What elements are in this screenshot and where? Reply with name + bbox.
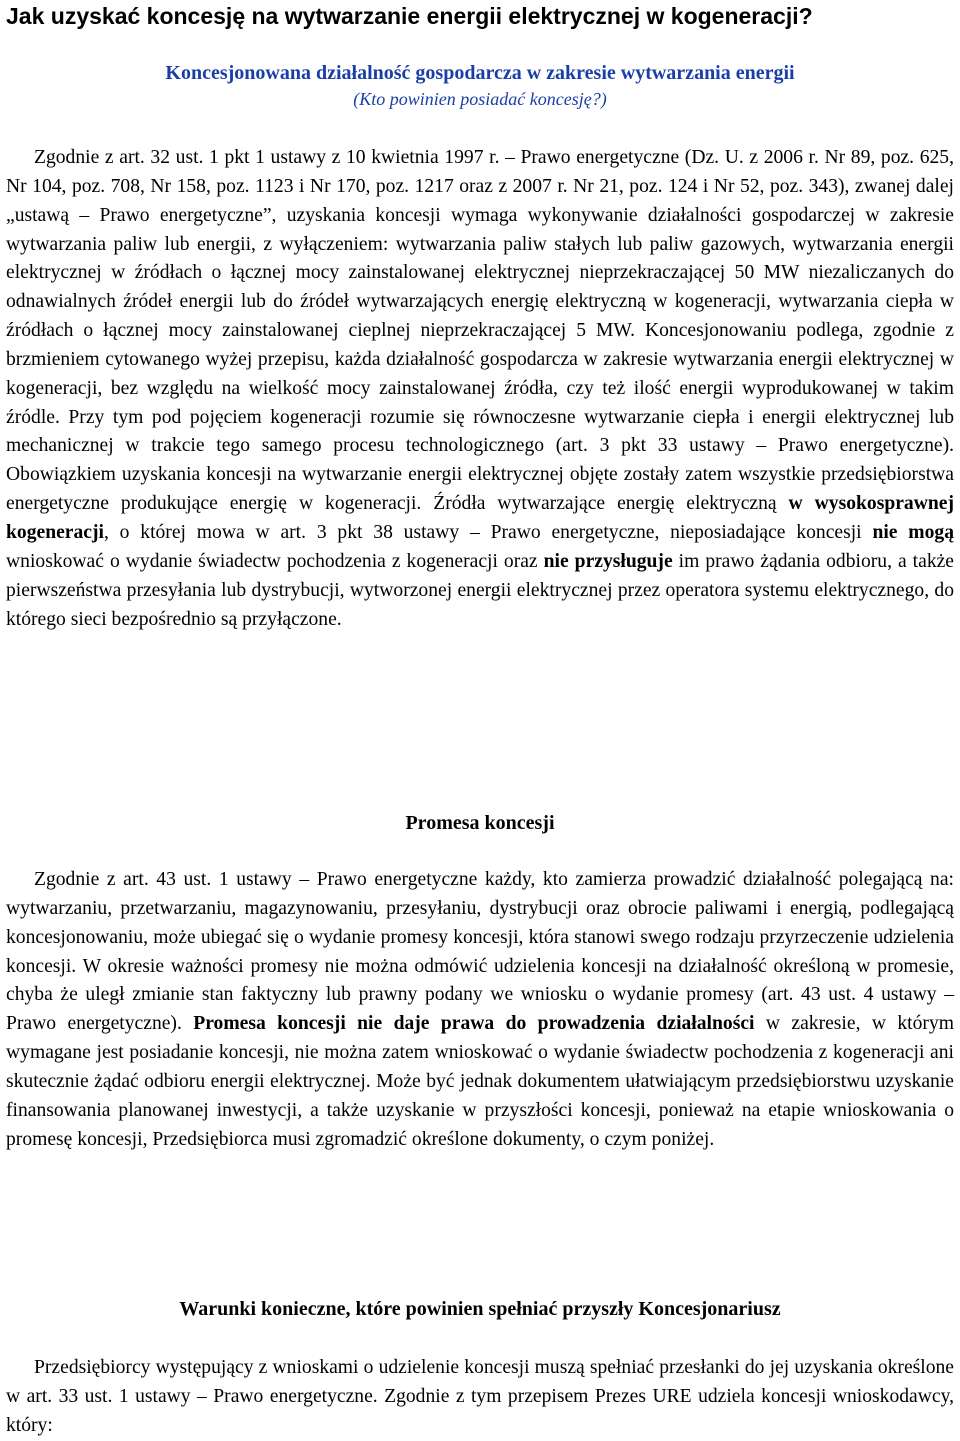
paragraph-text: im prawo żądania odbioru, a także pierwszeństwa przesyłania lub dystrybucji, wytworzonej energii elektrycznej przez operatora systemu elektrycznego, do którego sieci bezpośrednio są przyłączone.	[6, 550, 955, 630]
paragraph-text: Zgodnie z art. 32 ust. 1 pkt 1 ustawy z 10 kwietnia 1997 r. – Prawo energetyczne (Dz. U. z 2006 r. Nr 89, poz. 625, Nr 104, poz. 708, Nr 158, poz. 1123 i Nr 170, poz. 1217 oraz z 2007 r. Nr 21, poz. 124 i Nr 52, poz. 343), zwanej dalej „ustawą – Prawo energetyczne”, uzyskania koncesji wymaga wykonywanie działalności gospodarczej w zakresie wytwarzania paliw lub energii, z wyłączeniem: wytwarzania paliw stałych lub paliw gazowych, wytwarzania energii elektrycznej w źródłach o łącznej mocy zainstalowanej elektrycznej nieprzekraczającej 50 MW niezaliczanych do odnawialnych źródeł energii lub do źródeł wytwarzających energię elektryczną w kogeneracji, wytwarzania ciepła w źródłach o łącznej mocy zainstalowanej cieplnej nieprzekraczającej 5 MW. Koncesjonowaniu podlega, zgodnie z brzmieniem cytowanego wyżej przepisu, każda działalność gospodarcza w zakresie wytwarzania energii elektrycznej w kogeneracji, bez względu na wielkość mocy zainstalowanej źródła, czy też ilość energii wyprodukowanej w takim źródle. Przy tym pod pojęciem kogeneracji rozumie się równoczesne wytwarzanie ciepła i energii elektrycznej lub mechanicznej w trakcie tego samego procesu technologicznego (art. 3 pkt 33 ustawy – Prawo energetyczne). Obowiązkiem uzyskania koncesji na wytwarzanie energii elektrycznej objęte zostały zatem wszystkie przedsiębiorstwa energetyczne produkujące energię w kogeneracji. Źródła wytwarzające energię elektryczną	[6, 147, 954, 515]
paragraph-text: Przedsiębiorcy występujący z wnioskami o udzielenie koncesji muszą spełniać przesłanki do jej uzyskania określone w art. 33 ust. 1 ustawy – Prawo energetyczne. Zgodnie z tym przepisem Prezes URE udziela koncesji wnioskodawcy, który:	[6, 1357, 954, 1436]
section-subheading-who-needs-concession: (Kto powinien posiadać koncesję?)	[353, 89, 607, 109]
bold-text-high-efficiency: w wysokosprawnej kogeneracji	[6, 493, 954, 543]
paragraph-text: wnioskować o wydanie świadectw pochodzenia z kogeneracji oraz	[6, 550, 544, 572]
section-heading-conditions: Warunki konieczne, które powinien spełniać przyszły Koncesjonariusz	[179, 1298, 781, 1320]
bold-text-promesa-no-right: Promesa koncesji nie daje prawa do prowadzenia działalności	[193, 1013, 755, 1035]
bold-text-cannot: nie mogą	[872, 521, 954, 543]
paragraph-concession-requirement	[6, 144, 954, 634]
paragraph-text: w zakresie, w którym wymagane jest posiadanie koncesji, nie można zatem wnioskować o wydanie świadectw pochodzenia z kogeneracji ani skutecznie żądać odbioru energii elektrycznej. Może być jednak dokumentem ułatwiającym przedsiębiorstwu uzyskanie finansowania planowanej inwestycji, a także uzyskanie w przyszłości koncesji, ponieważ na etapie wnioskowania o promesę koncesji, Przedsiębiorca musi zgromadzić określone dokumenty, o czym poniżej.	[6, 1013, 954, 1150]
section-heading-concession-activity: Koncesjonowana działalność gospodarcza w zakresie wytwarzania energii	[165, 62, 795, 84]
document-title: Jak uzyskać koncesję na wytwarzanie energii elektrycznej w kogeneracji?	[6, 3, 813, 29]
bold-text-not-entitled: nie przysługuje	[543, 550, 673, 572]
paragraph-text: Zgodnie z art. 43 ust. 1 ustawy – Prawo energetyczne każdy, kto zamierza prowadzić działalność polegającą na: wytwarzaniu, przetwarzaniu, magazynowaniu, przesyłaniu, dystrybucji oraz obrocie paliwami i energią, podlegającą koncesjonowaniu, może ubiegać się o wydanie promesy koncesji, która stanowi swego rodzaju przyrzeczenie udzielenia koncesji. W okresie ważności promesy nie można odmówić udzielenia koncesji na działalność określoną w promesie, chyba że uległ zmianie stan faktyczny lub prawny podany we wniosku o wydanie promesy (art. 43 ust. 4 ustawy – Prawo energetyczne).	[6, 869, 954, 1035]
paragraph-promesa	[6, 866, 954, 1154]
paragraph-text: , o której mowa w art. 3 pkt 38 ustawy – Prawo energetyczne, nieposiadające koncesji	[103, 521, 873, 543]
section-heading-promesa: Promesa koncesji	[405, 812, 555, 834]
paragraph-conditions	[6, 1354, 954, 1441]
